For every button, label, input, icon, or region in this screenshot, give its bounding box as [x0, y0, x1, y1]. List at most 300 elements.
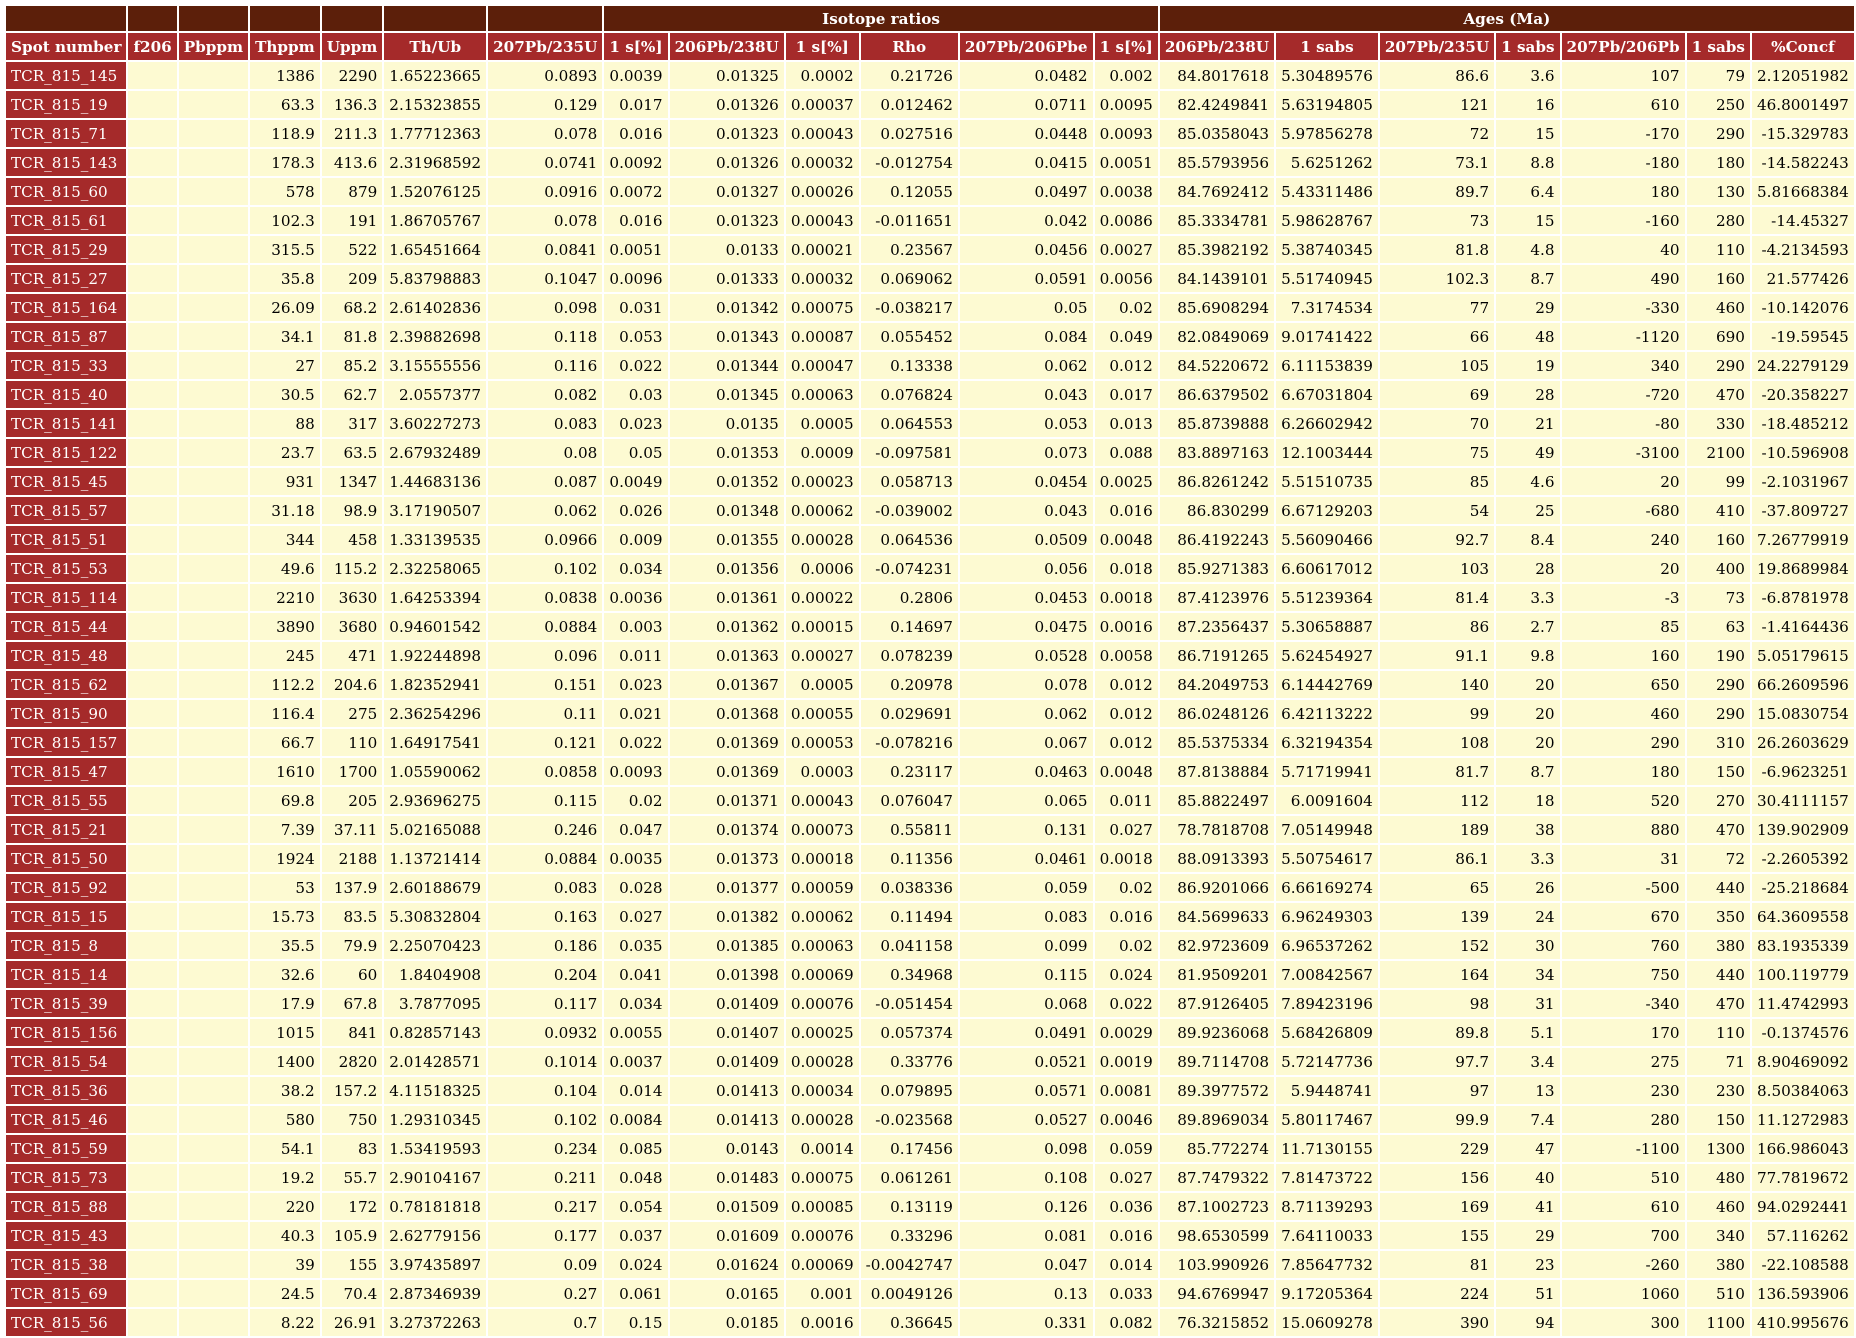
table-cell [128, 787, 176, 814]
table-cell: 83.1935339 [1752, 932, 1854, 959]
table-cell: 79.9 [322, 932, 383, 959]
table-cell: 66 [1380, 323, 1494, 350]
table-cell: 0.02 [1095, 294, 1158, 321]
column-header: Rho [861, 33, 958, 60]
table-row [6, 816, 1854, 843]
table-cell: 0.0093 [604, 758, 667, 785]
table-cell: 224 [1380, 1280, 1494, 1307]
table-cell [128, 1106, 176, 1133]
table-cell: -2.1031967 [1752, 468, 1854, 495]
table-cell [128, 1135, 176, 1162]
table-cell [179, 1309, 248, 1336]
table-cell: 30.5 [250, 381, 320, 408]
table-cell: 0.001 [786, 1280, 859, 1307]
table-row [6, 613, 1854, 640]
table-cell: 24 [1496, 903, 1559, 930]
table-cell: 0.024 [604, 1251, 667, 1278]
table-cell: 98.9 [322, 497, 383, 524]
table-cell [179, 91, 248, 118]
table-cell: 0.0932 [488, 1019, 602, 1046]
table-cell: 0.00073 [786, 816, 859, 843]
table-cell: 86.6379502 [1160, 381, 1274, 408]
table-cell: 0.0838 [488, 584, 602, 611]
table-cell: 8.8 [1496, 149, 1559, 176]
table-cell: 63.5 [322, 439, 383, 466]
table-cell [179, 1164, 248, 1191]
table-cell: 0.00028 [786, 1048, 859, 1075]
table-cell: 13 [1496, 1077, 1559, 1104]
table-cell: 4.11518325 [384, 1077, 486, 1104]
table-cell: 5.9448741 [1276, 1077, 1378, 1104]
table-cell: 0.104 [488, 1077, 602, 1104]
table-cell: 0.078 [488, 120, 602, 147]
table-cell: 0.01409 [670, 990, 784, 1017]
table-cell: 1.52076125 [384, 178, 486, 205]
table-cell: 0.0016 [1095, 613, 1158, 640]
table-cell: 470 [1687, 381, 1750, 408]
table-cell: 7.4 [1496, 1106, 1559, 1133]
table-cell: 458 [322, 526, 383, 553]
table-cell: 0.021 [604, 700, 667, 727]
table-cell: 2100 [1687, 439, 1750, 466]
table-cell: 0.00025 [786, 1019, 859, 1046]
table-cell: 169 [1380, 1193, 1494, 1220]
table-cell: -0.023568 [861, 1106, 958, 1133]
table-cell: -0.012754 [861, 149, 958, 176]
table-cell: 136.593906 [1752, 1280, 1854, 1307]
table-cell: 0.01348 [670, 497, 784, 524]
table-cell: 94 [1496, 1309, 1559, 1336]
table-cell: 87.1002723 [1160, 1193, 1274, 1220]
table-cell: 0.01356 [670, 555, 784, 582]
table-cell: -0.1374576 [1752, 1019, 1854, 1046]
table-cell [128, 1251, 176, 1278]
table-cell: 0.009 [604, 526, 667, 553]
table-cell: 0.163 [488, 903, 602, 930]
spot-number-cell: TCR_815_59 [6, 1135, 126, 1162]
table-cell: 270 [1687, 787, 1750, 814]
table-cell: 5.98628767 [1276, 207, 1378, 234]
table-cell: 2.15323855 [384, 91, 486, 118]
table-cell: 9.8 [1496, 642, 1559, 669]
table-cell: 87.8138884 [1160, 758, 1274, 785]
table-cell: 6.4 [1496, 178, 1559, 205]
table-cell: 510 [1562, 1164, 1685, 1191]
table-cell: 6.67129203 [1276, 497, 1378, 524]
table-cell [128, 671, 176, 698]
table-row [6, 1309, 1854, 1336]
table-row [6, 294, 1854, 321]
table-cell: 0.047 [960, 1251, 1093, 1278]
table-cell: 5.51239364 [1276, 584, 1378, 611]
table-cell: 0.12055 [861, 178, 958, 205]
table-cell: 53 [250, 874, 320, 901]
table-cell: 66.7 [250, 729, 320, 756]
table-cell: 49.6 [250, 555, 320, 582]
table-cell: 54.1 [250, 1135, 320, 1162]
spot-number-cell: TCR_815_87 [6, 323, 126, 350]
table-cell: 63 [1687, 613, 1750, 640]
table-cell: 97.7 [1380, 1048, 1494, 1075]
table-cell [128, 584, 176, 611]
table-cell: 0.01624 [670, 1251, 784, 1278]
table-cell: 0.82857143 [384, 1019, 486, 1046]
table-cell: 0.022 [604, 729, 667, 756]
table-cell [179, 671, 248, 698]
table-cell: 0.01343 [670, 323, 784, 350]
table-cell: 0.00075 [786, 1164, 859, 1191]
table-cell: 99 [1380, 700, 1494, 727]
table-cell: 0.00023 [786, 468, 859, 495]
column-header: 1 sabs [1687, 33, 1750, 60]
table-cell: 290 [1687, 700, 1750, 727]
table-cell: 410 [1687, 497, 1750, 524]
table-cell: 0.23117 [861, 758, 958, 785]
table-cell: 6.32194354 [1276, 729, 1378, 756]
table-cell: 57.116262 [1752, 1222, 1854, 1249]
table-cell: 0.022 [604, 352, 667, 379]
column-header: f206 [128, 33, 176, 60]
table-cell: 670 [1562, 903, 1685, 930]
table-cell: 0.01374 [670, 816, 784, 843]
table-cell: 5.05179615 [1752, 642, 1854, 669]
table-cell: 0.0415 [960, 149, 1093, 176]
table-cell: 5.56090466 [1276, 526, 1378, 553]
table-cell: 2.62779156 [384, 1222, 486, 1249]
table-cell [179, 758, 248, 785]
table-cell: 0.012 [1095, 352, 1158, 379]
table-cell: 0.0019 [1095, 1048, 1158, 1075]
table-cell: 0.108 [960, 1164, 1093, 1191]
table-cell: 3.6 [1496, 62, 1559, 89]
table-cell: 0.01413 [670, 1077, 784, 1104]
table-cell: 520 [1562, 787, 1685, 814]
table-cell: 0.01398 [670, 961, 784, 988]
table-cell: 29 [1496, 294, 1559, 321]
table-cell [128, 1019, 176, 1046]
table-row [6, 700, 1854, 727]
table-cell: 4.8 [1496, 236, 1559, 263]
table-cell: 86.1 [1380, 845, 1494, 872]
table-cell: 81.8 [1380, 236, 1494, 263]
table-cell: 0.33776 [861, 1048, 958, 1075]
table-cell: 2.31968592 [384, 149, 486, 176]
table-cell: 88 [250, 410, 320, 437]
table-row [6, 381, 1854, 408]
table-cell: 189 [1380, 816, 1494, 843]
table-cell: 38 [1496, 816, 1559, 843]
table-cell: 0.05 [960, 294, 1093, 321]
table-cell [179, 236, 248, 263]
table-cell: 6.11153839 [1276, 352, 1378, 379]
table-cell: 1.82352941 [384, 671, 486, 698]
spot-number-cell: TCR_815_54 [6, 1048, 126, 1075]
spot-number-cell: TCR_815_38 [6, 1251, 126, 1278]
table-cell [128, 236, 176, 263]
table-cell: 1.8404908 [384, 961, 486, 988]
table-cell: 150 [1687, 758, 1750, 785]
table-cell: 0.0006 [786, 555, 859, 582]
table-cell: 85.6908294 [1160, 294, 1274, 321]
table-row [6, 1048, 1854, 1075]
table-cell: 0.01333 [670, 265, 784, 292]
table-cell: 8.7 [1496, 265, 1559, 292]
table-cell: 99 [1687, 468, 1750, 495]
table-cell: 0.034 [604, 555, 667, 582]
table-cell: 86 [1380, 613, 1494, 640]
table-cell: 650 [1562, 671, 1685, 698]
table-cell: 21.577426 [1752, 265, 1854, 292]
table-cell: 0.00053 [786, 729, 859, 756]
table-cell: 0.01413 [670, 1106, 784, 1133]
table-cell: 7.85647732 [1276, 1251, 1378, 1278]
table-cell: 77.7819672 [1752, 1164, 1854, 1191]
table-cell: 510 [1687, 1280, 1750, 1307]
table-cell: 21 [1496, 410, 1559, 437]
table-cell: 85.8822497 [1160, 787, 1274, 814]
column-header: 207Pb/206Pb [1562, 33, 1685, 60]
group-header-cell [179, 6, 248, 31]
table-cell: 0.13338 [861, 352, 958, 379]
table-cell: 89.8969034 [1160, 1106, 1274, 1133]
group-header-cell [250, 6, 320, 31]
table-cell: 0.016 [604, 120, 667, 147]
table-cell: 0.027 [604, 903, 667, 930]
table-cell: 3.17190507 [384, 497, 486, 524]
table-cell: 7.00842567 [1276, 961, 1378, 988]
table-cell: 155 [322, 1251, 383, 1278]
table-cell: 3680 [322, 613, 383, 640]
table-cell: 841 [322, 1019, 383, 1046]
table-cell: 300 [1562, 1309, 1685, 1336]
spot-number-cell: TCR_815_27 [6, 265, 126, 292]
table-cell: 0.0037 [604, 1048, 667, 1075]
table-cell: -14.45327 [1752, 207, 1854, 234]
table-cell: 15 [1496, 120, 1559, 147]
table-cell: 86.6 [1380, 62, 1494, 89]
table-cell: 19.8689984 [1752, 555, 1854, 582]
table-cell [128, 1222, 176, 1249]
table-cell: 0.0038 [1095, 178, 1158, 205]
table-cell [128, 555, 176, 582]
table-cell: 0.083 [488, 874, 602, 901]
table-row [6, 120, 1854, 147]
table-row [6, 758, 1854, 785]
table-cell: 2.61402836 [384, 294, 486, 321]
table-row [6, 961, 1854, 988]
table-cell: 81.4 [1380, 584, 1494, 611]
table-cell: 86.830299 [1160, 497, 1274, 524]
table-cell: 0.0072 [604, 178, 667, 205]
table-cell [179, 468, 248, 495]
table-cell: 0.00055 [786, 700, 859, 727]
table-cell: 0.02 [1095, 932, 1158, 959]
table-row [6, 903, 1854, 930]
table-cell: 440 [1687, 961, 1750, 988]
table-cell: 8.7 [1496, 758, 1559, 785]
spot-number-cell: TCR_815_15 [6, 903, 126, 930]
table-cell: 290 [1687, 671, 1750, 698]
table-cell: 24.5 [250, 1280, 320, 1307]
table-cell [128, 932, 176, 959]
table-cell: -6.8781978 [1752, 584, 1854, 611]
table-cell: 2.0557377 [384, 381, 486, 408]
table-cell: 0.067 [960, 729, 1093, 756]
table-cell: 31 [1496, 990, 1559, 1017]
table-cell [179, 1048, 248, 1075]
table-cell: 76.3215852 [1160, 1309, 1274, 1336]
table-cell: 0.00037 [786, 91, 859, 118]
group-header-isotope-ratios: Isotope ratios [604, 6, 1157, 31]
column-header: 1 s[%] [604, 33, 667, 60]
table-cell [179, 265, 248, 292]
table-cell: 6.26602942 [1276, 410, 1378, 437]
table-cell: 0.081 [960, 1222, 1093, 1249]
table-cell: 0.00018 [786, 845, 859, 872]
table-cell: 0.0003 [786, 758, 859, 785]
table-cell: 1.65223665 [384, 62, 486, 89]
table-cell: 0.0456 [960, 236, 1093, 263]
table-cell: 24.2279129 [1752, 352, 1854, 379]
table-cell: 0.00075 [786, 294, 859, 321]
spot-number-cell: TCR_815_45 [6, 468, 126, 495]
table-cell: 0.102 [488, 1106, 602, 1133]
table-cell: 72 [1687, 845, 1750, 872]
table-cell: 25 [1496, 497, 1559, 524]
table-cell: 0.0092 [604, 149, 667, 176]
table-cell: 37.11 [322, 816, 383, 843]
table-cell: 71 [1687, 1048, 1750, 1075]
table-cell: 5.68426809 [1276, 1019, 1378, 1046]
table-cell [128, 265, 176, 292]
table-cell: 112 [1380, 787, 1494, 814]
column-header: 207Pb/235U [1380, 33, 1494, 60]
table-cell: 89.9236068 [1160, 1019, 1274, 1046]
table-cell: 73 [1687, 584, 1750, 611]
table-cell: 3.97435897 [384, 1251, 486, 1278]
table-cell: 102.3 [1380, 265, 1494, 292]
table-cell: 0.011 [1095, 787, 1158, 814]
table-cell: 2.60188679 [384, 874, 486, 901]
table-cell: 11.1272983 [1752, 1106, 1854, 1133]
table-cell: 460 [1687, 1193, 1750, 1220]
table-cell: 0.065 [960, 787, 1093, 814]
table-cell: 137.9 [322, 874, 383, 901]
table-cell: 81.9509201 [1160, 961, 1274, 988]
spot-number-cell: TCR_815_61 [6, 207, 126, 234]
table-cell: 5.81668384 [1752, 178, 1854, 205]
table-cell: 440 [1687, 874, 1750, 901]
table-cell [179, 1222, 248, 1249]
table-row [6, 178, 1854, 205]
table-cell: 3630 [322, 584, 383, 611]
table-cell: 0.022 [1095, 990, 1158, 1017]
spot-number-cell: TCR_815_56 [6, 1309, 126, 1336]
table-cell: 0.00062 [786, 903, 859, 930]
table-cell: 760 [1562, 932, 1685, 959]
table-cell [179, 816, 248, 843]
table-cell: 39 [250, 1251, 320, 1278]
table-cell: 2290 [322, 62, 383, 89]
table-cell: 180 [1687, 149, 1750, 176]
table-cell: 160 [1687, 265, 1750, 292]
table-cell: 48 [1496, 323, 1559, 350]
table-cell: -0.051454 [861, 990, 958, 1017]
spot-number-cell: TCR_815_62 [6, 671, 126, 698]
table-cell: 0.0048 [1095, 526, 1158, 553]
table-row [6, 236, 1854, 263]
table-cell: 0.00087 [786, 323, 859, 350]
table-cell: 0.102 [488, 555, 602, 582]
spot-number-cell: TCR_815_55 [6, 787, 126, 814]
table-cell: 0.00076 [786, 1222, 859, 1249]
table-cell: 2.12051982 [1752, 62, 1854, 89]
table-cell: 6.96537262 [1276, 932, 1378, 959]
table-cell: 0.0084 [604, 1106, 667, 1133]
table-cell [128, 526, 176, 553]
table-row [6, 1222, 1854, 1249]
table-cell: 30 [1496, 932, 1559, 959]
table-cell: 0.041158 [861, 932, 958, 959]
table-cell: 85.0358043 [1160, 120, 1274, 147]
table-cell: 0.0966 [488, 526, 602, 553]
table-cell: 0.036 [1095, 1193, 1158, 1220]
group-header-ages: Ages (Ma) [1160, 6, 1854, 31]
table-cell: 290 [1687, 120, 1750, 147]
table-cell: 0.0029 [1095, 1019, 1158, 1046]
table-cell: 0.0005 [786, 671, 859, 698]
table-cell: 85.3334781 [1160, 207, 1274, 234]
table-cell: 0.0035 [604, 845, 667, 872]
table-cell: 0.00032 [786, 149, 859, 176]
table-cell: 86.0248126 [1160, 700, 1274, 727]
table-cell: 0.0448 [960, 120, 1093, 147]
table-cell: 5.51510735 [1276, 468, 1378, 495]
table-cell: 5.51740945 [1276, 265, 1378, 292]
table-cell: -2.2605392 [1752, 845, 1854, 872]
table-cell: 92.7 [1380, 526, 1494, 553]
table-row [6, 439, 1854, 466]
table-cell: 0.151 [488, 671, 602, 698]
spot-number-cell: TCR_815_57 [6, 497, 126, 524]
table-cell: 0.00069 [786, 1251, 859, 1278]
table-row [6, 207, 1854, 234]
table-cell: 11.7130155 [1276, 1135, 1378, 1162]
column-header: 1 sabs [1496, 33, 1559, 60]
spot-number-cell: TCR_815_141 [6, 410, 126, 437]
table-cell: 340 [1687, 1222, 1750, 1249]
table-cell: 0.01323 [670, 207, 784, 234]
table-cell: 0.011 [604, 642, 667, 669]
table-cell: 0.024 [1095, 961, 1158, 988]
table-cell [128, 352, 176, 379]
table-row [6, 1251, 1854, 1278]
table-cell: 20 [1562, 555, 1685, 582]
table-cell: 4.6 [1496, 468, 1559, 495]
table-cell: 0.00069 [786, 961, 859, 988]
table-cell: 879 [322, 178, 383, 205]
table-cell: 2.39882698 [384, 323, 486, 350]
table-cell: -260 [1562, 1251, 1685, 1278]
table-cell: 0.079895 [861, 1077, 958, 1104]
table-cell: 6.42113222 [1276, 700, 1378, 727]
table-cell: 97 [1380, 1077, 1494, 1104]
spot-number-cell: TCR_815_157 [6, 729, 126, 756]
table-cell: 77 [1380, 294, 1494, 321]
table-cell: 81.7 [1380, 758, 1494, 785]
table-cell [179, 1135, 248, 1162]
table-cell: 81.8 [322, 323, 383, 350]
